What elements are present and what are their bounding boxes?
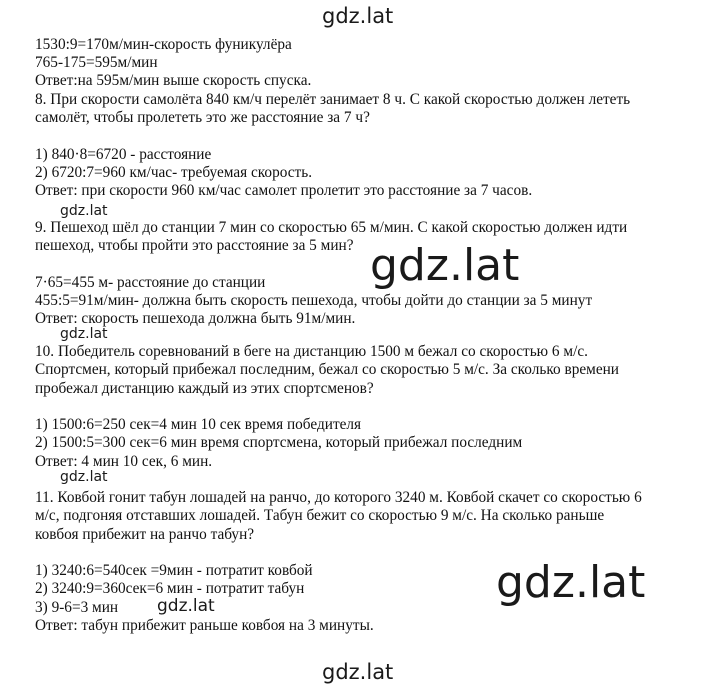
text-line: пробежал дистанцию каждый из этих спортсменов? [35, 380, 374, 397]
text-line: 765-175=595м/мин [35, 54, 158, 71]
answer-line: Ответ: табун прибежит раньше ковбоя на 3 минуты. [35, 617, 374, 634]
watermark-top: gdz.lat [322, 4, 394, 28]
text-line: 2) 6720:7=960 км/час- требуемая скорость. [35, 164, 313, 181]
text-line: 1) 3240:6=540сек =9мин - потратит ковбой [35, 562, 313, 579]
text-line: 1) 840·8=6720 - расстояние [35, 146, 212, 163]
watermark-large: gdz.lat [370, 240, 520, 291]
task-10-heading: 10. Победитель соревнований в беге на дистанцию 1500 м бежал со скоростью 6 м/с. [35, 343, 588, 360]
text-line: 7·65=455 м- расстояние до станции [35, 274, 266, 291]
text-line: 455:5=91м/мин- должна быть скорость пешехода, чтобы дойти до станции за 5 минут [35, 292, 593, 309]
watermark-small: gdz.lat [157, 596, 215, 616]
text-line: Спортсмен, который прибежал последним, бежал со скоростью 5 м/с. За сколько времени [35, 361, 619, 378]
text-line: 1) 1500:6=250 сек=4 мин 10 сек время победителя [35, 416, 362, 433]
task-8-heading: 8. При скорости самолёта 840 км/ч перелёт занимает 8 ч. С какой скоростью должен лететь [35, 91, 631, 108]
watermark-small: gdz.lat [60, 469, 108, 485]
text-line: 2) 1500:5=300 сек=6 мин время спортсмена, который прибежал последним [35, 434, 523, 451]
text-line: 1530:9=170м/мин-скорость фуникулёра [35, 36, 292, 53]
text-line: 3) 9-6=3 мин [35, 599, 119, 616]
answer-line: Ответ: при скорости 960 км/час самолет пролетит это расстояние за 7 часов. [35, 182, 533, 199]
text-line: Ответ:на 595м/мин выше скорость спуска. [35, 72, 312, 89]
answer-line: Ответ: 4 мин 10 сек, 6 мин. [35, 453, 213, 470]
text-line: пешеход, чтобы пройти это расстояние за 5 мин? [35, 237, 354, 254]
text-line: ковбоя прибежит на ранчо табун? [35, 526, 255, 543]
watermark-small: gdz.lat [60, 203, 108, 219]
watermark-small: gdz.lat [60, 326, 108, 342]
answer-line: Ответ: скорость пешехода должна быть 91м/мин. [35, 310, 356, 327]
watermark-large: gdz.lat [496, 557, 646, 608]
text-line: 2) 3240:9=360сек=6 мин - потратит табун [35, 580, 305, 597]
watermark-bottom: gdz.lat [322, 660, 394, 684]
task-11-heading: 11. Ковбой гонит табун лошадей на ранчо, до которого 3240 м. Ковбой скачет со скоростью 6 [35, 489, 642, 506]
text-line: самолёт, чтобы пролететь это же расстояние за 7 ч? [35, 109, 370, 126]
text-line: м/с, подгоняя отставших лошадей. Табун бежит со скоростью 9 м/с. На сколько раньше [35, 507, 605, 524]
task-9-heading: 9. Пешеход шёл до станции 7 мин со скоростью 65 м/мин. С какой скоростью должен идти [35, 219, 628, 236]
